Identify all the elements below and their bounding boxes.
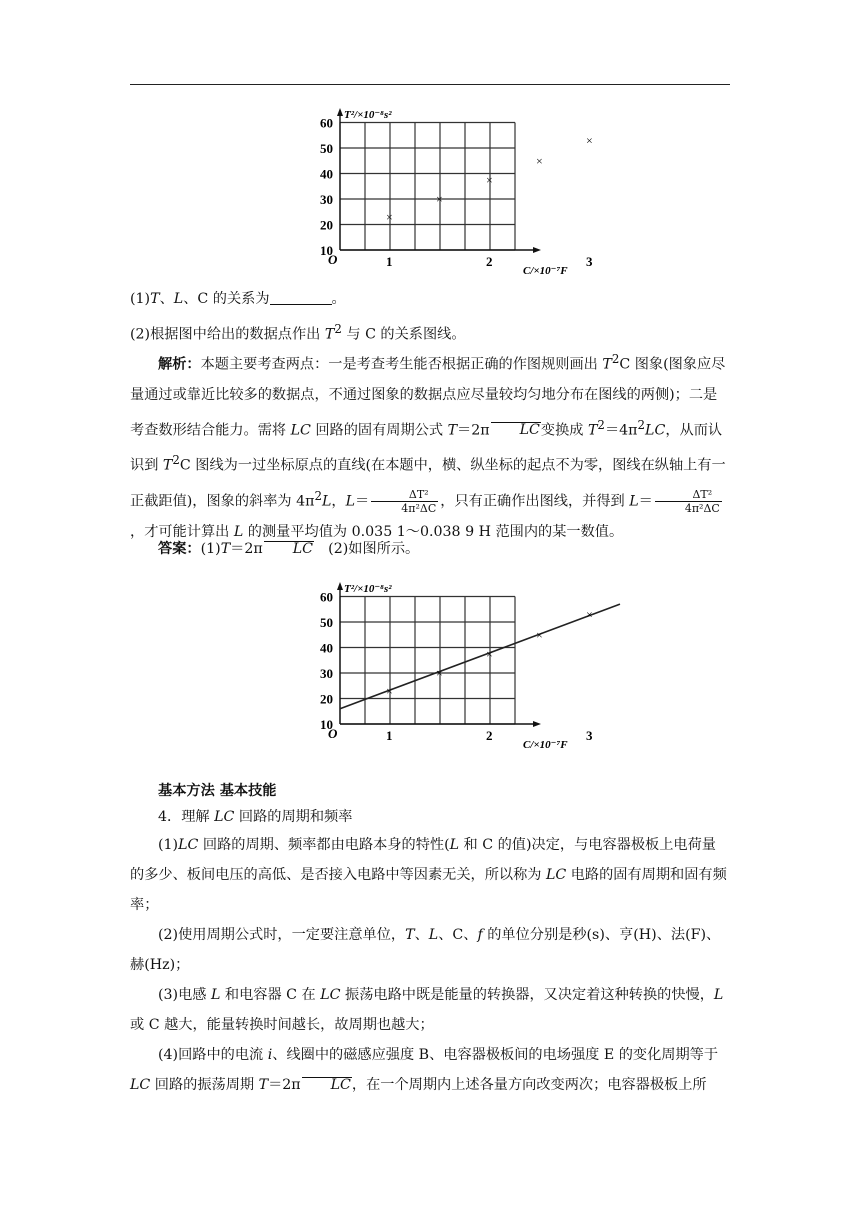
y-axis-arrow: [337, 108, 343, 116]
x-axis-arrow: [533, 721, 541, 727]
point-4: (4)回路中的电流 i、线圈中的磁感应强度 B、电容器极板间的电场强度 E 的变化周期等于 LC 回路的振荡周期 T＝2π LC，在一个周期内上述各量方向改变两次；电容器极板上所: [130, 1047, 719, 1093]
x-tick-label: 3: [586, 254, 593, 269]
y-tick-label: 60: [320, 589, 333, 605]
y-tick-label: 30: [320, 666, 333, 681]
analysis-label: 解析：: [158, 356, 201, 373]
origin-label: O: [328, 726, 338, 741]
y-tick-label: 50: [320, 615, 333, 630]
question-2: (2)根据图中给出的数据点作出 $T^2$ 与 C 的关系图线。: [130, 322, 466, 343]
point-1: (1)LC 回路的周期、频率都由电路本身的特性(L 和 C 的值)决定，与电容器极板上电荷量的多少、板间电压的高低、是否接入电路中等因素无关，所以称为 LC 电路的固有周期和固有频率；: [130, 837, 727, 913]
fit-line-chart-svg: [310, 574, 593, 764]
data-point: ×: [436, 192, 443, 206]
section-title: 基本方法 基本技能: [158, 783, 277, 799]
x-axis-label: C/×10⁻⁷F: [523, 739, 568, 751]
y-tick-label: 20: [320, 691, 333, 707]
y-tick-label: 40: [320, 166, 333, 182]
scatter-chart: [310, 100, 593, 282]
y-tick-label: 30: [320, 192, 333, 207]
fit-line-chart: [310, 574, 593, 764]
y-axis-arrow: [337, 582, 343, 590]
data-point: ×: [386, 683, 393, 698]
x-axis-arrow: [533, 247, 541, 253]
answer-label: 答案：: [158, 541, 201, 557]
header-rule: [130, 84, 730, 85]
x-axis-label: C/×10⁻⁷F: [523, 265, 568, 277]
data-point: ×: [536, 627, 543, 642]
data-point: ×: [586, 133, 593, 148]
origin-label: O: [328, 252, 338, 267]
data-point: ×: [486, 646, 493, 661]
x-tick-label: 3: [586, 728, 593, 743]
y-tick-label: 20: [320, 217, 333, 233]
answer-line: 答案：(1)T＝2π LC (2)如图所示。: [158, 541, 420, 557]
y-tick-label: 50: [320, 141, 333, 156]
analysis-paragraph: 解析：本题主要考查两点：一是考查考生能否根据正确的作图规则画出 $T^2C$ 图象(图象应尽量通过或靠近比较多的数据点，不通过图象的数据点应尽量较均匀地分布在图线的两侧)；二是考查数形结合能力。需将 LC 回路的固有周期公式 T＝2π LC变换成 $T^2=4\pi^2LC$，从而认识到 $T^2C$ 图线为一过坐标原点的直线(在本题中，横、纵坐标的起点不为零，图线在纵轴上有一正截距值)，图象的斜率为 $4\pi^2L$，L＝ $\frac{\text{ΔT²}}{\text{4π²ΔC}}$ ，只有正确作出图线，并得到 L＝ $\frac{\text{ΔT²}}{\text{4π²ΔC}}$ ，才可能计算出 L 的测量平均值为 0.035 1～0.038 9 H 范围内的某一数值。: [130, 352, 726, 540]
y-tick-label: 10: [320, 717, 333, 732]
x-tick-label: 2: [486, 254, 493, 269]
fit-line: [340, 604, 620, 709]
scatter-chart-svg: [310, 100, 593, 282]
data-point: ×: [436, 666, 443, 680]
data-point: ×: [536, 153, 543, 168]
answer-blank: [270, 290, 332, 305]
point-2: (2)使用周期公式时，一定要注意单位，T、L、C、f 的单位分别是秒(s)、亨(H)、法(F)、赫(Hz)；: [130, 927, 721, 973]
x-tick-label: 1: [386, 728, 393, 743]
fraction: $\frac{\text{ΔT²}}{\text{4π²ΔC}}$: [655, 488, 722, 515]
y-tick-label: 40: [320, 640, 333, 656]
data-point: ×: [586, 607, 593, 622]
x-tick-label: 1: [386, 254, 393, 269]
point-3: (3)电感 L 和电容器 C 在 LC 振荡电路中既是能量的转换器，又决定着这种转换的快慢，L 或 C 越大，能量转换时间越长，故周期也越大；: [130, 987, 724, 1033]
x-tick-label: 2: [486, 728, 493, 743]
y-axis-label: T²/×10⁻⁸s²: [344, 583, 392, 595]
data-point: ×: [386, 209, 393, 224]
y-axis-label: T²/×10⁻⁸s²: [344, 109, 392, 121]
question-1: (1)T、L、C 的关系为 。: [130, 291, 346, 307]
item-4-title: 4．理解 LC 回路的周期和频率: [158, 809, 353, 825]
fraction: $\frac{\text{ΔT²}}{\text{4π²ΔC}}$: [371, 488, 438, 515]
y-tick-label: 10: [320, 243, 333, 258]
data-point: ×: [486, 172, 493, 187]
y-tick-label: 60: [320, 115, 333, 131]
